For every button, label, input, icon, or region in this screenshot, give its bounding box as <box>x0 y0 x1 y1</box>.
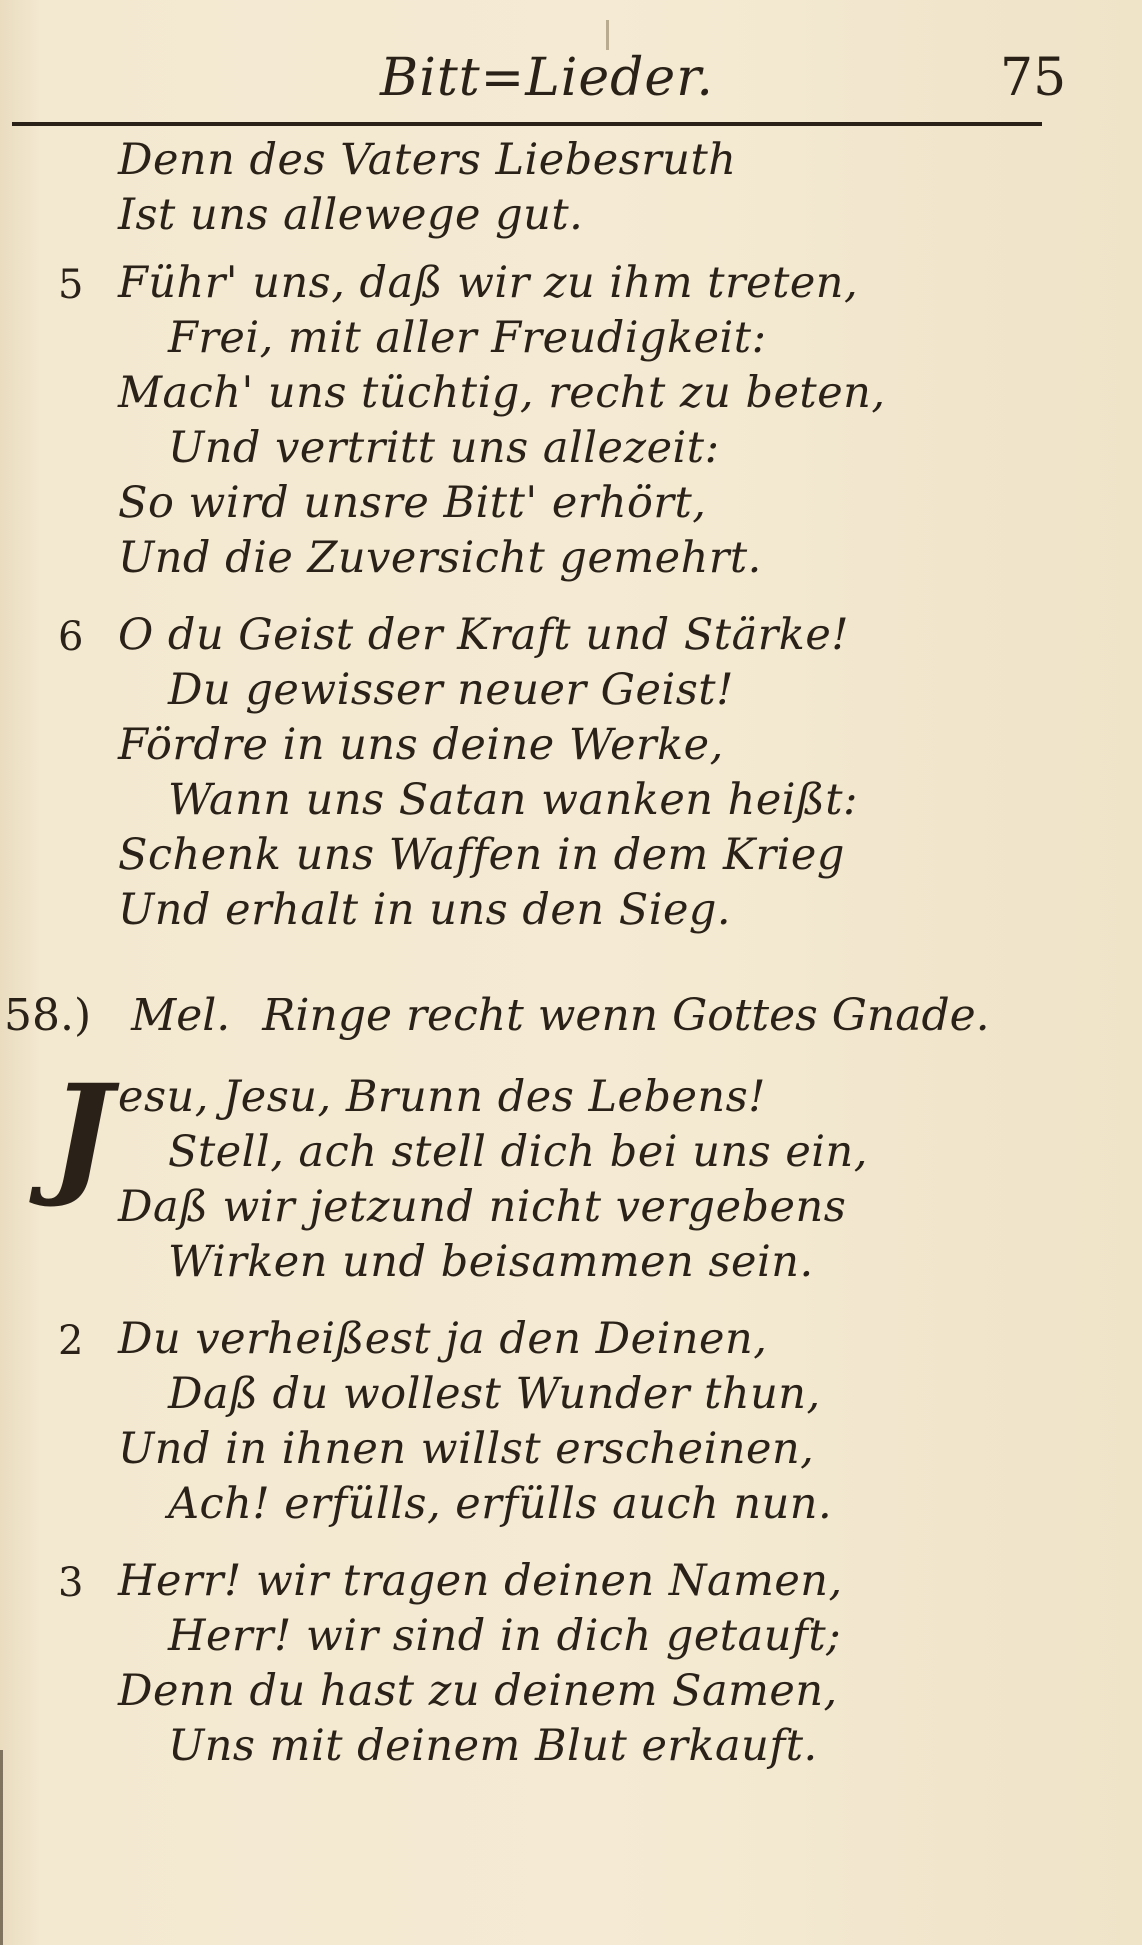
verse-line: Führ' uns, daß wir zu ihm treten, <box>118 258 859 308</box>
verse-line: Stell, ach stell dich bei uns ein, <box>168 1127 868 1177</box>
page-header <box>0 48 1142 118</box>
drop-cap: J <box>50 1056 113 1211</box>
verse-line: esu, Jesu, Brunn des Lebens! <box>118 1072 766 1122</box>
page-number: 75 <box>1000 48 1067 108</box>
verse-line: Herr! wir sind in dich getauft; <box>168 1611 842 1661</box>
verse-line: Und erhalt in uns den Sieg. <box>118 885 732 935</box>
verse-line: Schenk uns Waffen in dem Krieg <box>118 830 845 880</box>
verse-line: Ach! erfülls, erfülls auch nun. <box>168 1479 833 1529</box>
verse-line: Du verheißest ja den Deinen, <box>118 1314 768 1364</box>
page-edge-shadow <box>0 1750 3 1945</box>
verse-line: Denn du hast zu deinem Samen, <box>118 1666 838 1716</box>
verse-line: O du Geist der Kraft und Stärke! <box>118 610 850 660</box>
verse-line: Herr! wir tragen deinen Namen, <box>118 1556 843 1606</box>
running-title: Bitt=Lieder. <box>380 48 714 108</box>
verse-line: Und vertritt uns allezeit: <box>168 423 720 473</box>
hymn-number: 58.) <box>4 990 92 1041</box>
verse-line: Mach' uns tüchtig, recht zu beten, <box>118 368 886 418</box>
verse-line: Frei, mit aller Freudigkeit: <box>168 313 767 363</box>
stanza-number: 6 <box>58 614 84 660</box>
verse-line: Wann uns Satan wanken heißt: <box>168 775 859 825</box>
page-fold-mark <box>606 20 609 50</box>
verse-line: Du gewisser neuer Geist! <box>168 665 734 715</box>
header-rule <box>12 122 1042 126</box>
melody-title: Ringe recht wenn Gottes Gnade. <box>262 990 990 1041</box>
hymn-heading <box>4 990 990 1041</box>
melody-label: Mel. <box>131 990 231 1041</box>
stanza-number: 5 <box>58 262 84 308</box>
verse-line: Ist uns allewege gut. <box>118 190 584 240</box>
verse-line: Uns mit deinem Blut erkauft. <box>168 1721 818 1771</box>
verse-line: Wirken und beisammen sein. <box>168 1237 814 1287</box>
verse-line: Fördre in uns deine Werke, <box>118 720 724 770</box>
verse-line: Und die Zuversicht gemehrt. <box>118 533 762 583</box>
verse-line: Und in ihnen willst erscheinen, <box>118 1424 815 1474</box>
stanza-number: 3 <box>58 1560 84 1606</box>
verse-line: Daß wir jetzund nicht vergebens <box>118 1182 847 1232</box>
verse-line: So wird unsre Bitt' erhört, <box>118 478 707 528</box>
verse-line: Daß du wollest Wunder thun, <box>168 1369 821 1419</box>
stanza-number: 2 <box>58 1318 84 1364</box>
verse-line: Denn des Vaters Liebesruth <box>118 135 737 185</box>
